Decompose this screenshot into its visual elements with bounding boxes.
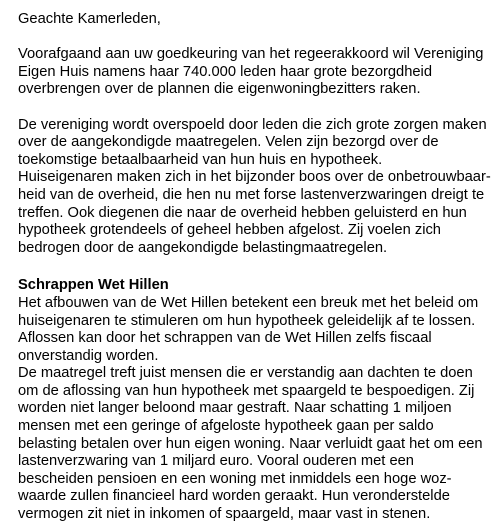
spacer <box>18 29 498 47</box>
section-heading: Schrappen Wet Hillen <box>18 277 169 294</box>
text-line: waarde zullen financieel hard worden geraakt. Hun veronderstelde <box>18 488 450 505</box>
spacer <box>18 257 498 277</box>
text-line: lastenverzwaring van 1 miljard euro. Vooral ouderen met een <box>18 453 414 470</box>
text-line: vermogen zit niet in inkomen of spaargeld, maar vast in stenen. <box>18 506 431 523</box>
text-line: worden niet langer beloond maar gestraft. Naar schatting 1 miljoen <box>18 400 452 417</box>
spacer <box>18 99 498 117</box>
text-line: toekomstige betaalbaarheid van hun huis en hypotheek. <box>18 151 383 168</box>
text-line: hypotheek grotendeels of geheel hebben afgelost. Zij voelen zich <box>18 222 441 239</box>
text-line: Huiseigenaren maken zich in het bijzonder boos over de onbetrouwbaar- <box>18 169 491 186</box>
text-line: bescheiden pensioen en een woning met inmiddels een hoge woz- <box>18 470 452 487</box>
text-line: Eigen Huis namens haar 740.000 leden haar grote bezorgdheid <box>18 63 432 80</box>
text-line: belasting betalen over hun eigen woning. Naar verluidt gaat het om een <box>18 435 483 452</box>
paragraph-impact <box>18 365 498 523</box>
text-line: Het afbouwen van de Wet Hillen betekent een breuk met het beleid om <box>18 294 479 311</box>
text-line: heid van de overheid, die hen nu met forse lastenverzwaringen dreigt te <box>18 186 485 203</box>
text-line: huiseigenaren te stimuleren om hun hypotheek geleidelijk af te lossen. <box>18 312 476 329</box>
text-line: De vereniging wordt overspoeld door leden die zich grote zorgen maken <box>18 116 487 133</box>
paragraph-wet-hillen <box>18 295 498 365</box>
text-line: bedrogen door de aangekondigde belastingmaatregelen. <box>18 239 388 256</box>
text-line: treffen. Ook diegenen die naar de overheid hebben geluisterd en hun <box>18 204 467 221</box>
text-line: over de aangekondigde maatregelen. Velen zijn bezorgd over de <box>18 134 439 151</box>
text-line: Aflossen kan door het schrappen van de Wet Hillen zelfs fiscaal <box>18 330 432 347</box>
text-line: mensen met een geringe of afgeloste hypotheek gaan per saldo <box>18 418 434 435</box>
salutation: Geachte Kamerleden, <box>18 11 161 27</box>
letter-body <box>18 11 498 524</box>
text-line: overbrengen over de plannen die eigenwoningbezitters raken. <box>18 81 421 98</box>
text-line: onverstandig worden. <box>18 347 159 364</box>
text-line: De maatregel treft juist mensen die er verstandig aan dachten te doen <box>18 365 473 382</box>
text-line: om de aflossing van hun hypotheek met spaargeld te bespoedigen. Zij <box>18 382 475 399</box>
text-line: Voorafgaand aan uw goedkeuring van het regeerakkoord wil Vereniging <box>18 46 484 63</box>
paragraph-intro <box>18 46 498 99</box>
paragraph-concerns <box>18 117 498 258</box>
